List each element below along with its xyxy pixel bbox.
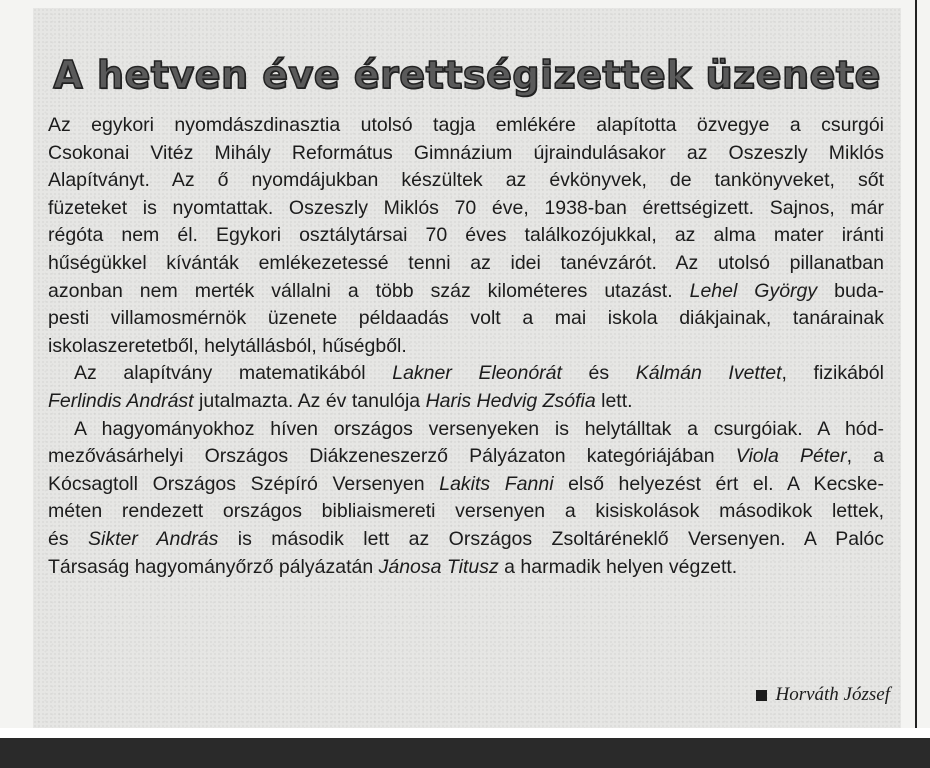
person-name: Lakits Fanni <box>439 472 554 495</box>
text-run: Alapítványt. Az ő nyomdájukban készültek az évkönyvek, de tankönyveket, sőt <box>48 169 884 192</box>
paragraph <box>48 416 884 582</box>
text-run: lett. <box>595 389 633 412</box>
text-line <box>48 112 884 140</box>
person-name: Viola Péter <box>735 445 847 468</box>
person-name: Kálmán Ivettet <box>635 362 782 385</box>
text-run: első helyezést ért el. A Kecske- <box>553 472 884 495</box>
text-run: régóta nem él. Egykori osztálytársai 70 éves találkozójukkal, az alma mater iránti <box>48 224 884 247</box>
text-line <box>48 554 884 582</box>
text-run: Az egykori nyomdászdinasztia utolsó tagja emlékére alapította özvegye a csurgói <box>48 114 884 136</box>
text-run: Az alapítvány matematikából <box>74 362 393 385</box>
person-name: Lehel György <box>689 279 818 302</box>
text-run: is második lett az Országos Zsoltáréneklő Versenyen. A Palóc <box>218 527 884 550</box>
text-run: Kócsagtoll Országos Szépíró Versenyen <box>48 472 440 495</box>
text-line <box>48 222 884 250</box>
text-line <box>48 443 884 471</box>
text-run: A hagyományokhoz híven országos versenyeken is helytálltak a csurgóiak. A hód- <box>74 417 884 440</box>
text-run: méten rendezett országos bibliaismereti versenyen a kisiskolások másodikok lettek, <box>48 500 884 523</box>
text-line <box>48 360 884 388</box>
text-run: jutalmazta. Az év tanulója <box>193 389 426 412</box>
paragraph <box>48 360 884 415</box>
byline-square-icon <box>756 690 767 701</box>
text-line <box>48 333 884 361</box>
text-run: és <box>48 527 89 550</box>
person-name: Ferlindis Andrást <box>48 389 194 412</box>
text-run: és <box>561 362 636 385</box>
person-name: Haris Hedvig Zsófia <box>425 389 596 412</box>
headline: A hetven éve érettségizettek üzenete <box>53 53 881 98</box>
person-name: Sikter András <box>88 527 219 550</box>
byline-author: Horváth József <box>775 684 890 705</box>
text-run: buda- <box>817 279 884 302</box>
text-line <box>48 388 884 416</box>
text-run: hűségükkel kívánták emlékezetessé tenni az idei tanévzárót. Az utolsó pillanatban <box>48 251 884 274</box>
column-rule <box>915 0 917 738</box>
text-run: füzeteket is nyomtattak. Oszeszly Miklós 70 éve, 1938-ban érettségizett. Sajnos, már <box>48 196 884 219</box>
text-line <box>48 278 884 306</box>
article-body <box>48 112 884 581</box>
text-line <box>48 526 884 554</box>
text-run: azonban nem merték vállalni a több száz kilométeres utazást. <box>48 279 690 302</box>
text-line <box>48 250 884 278</box>
person-name: Jánosa Titusz <box>378 555 499 578</box>
text-run: , fizikából <box>781 362 884 385</box>
text-line <box>48 498 884 526</box>
text-line <box>48 305 884 333</box>
text-line <box>48 167 884 195</box>
text-run: pesti villamosmérnök üzenete példaadás volt a mai iskola diákjainak, tanárainak <box>48 307 884 330</box>
text-run: Társaság hagyományőrző pályázatán <box>48 555 379 578</box>
text-line <box>48 471 884 499</box>
text-line <box>48 416 884 444</box>
text-run: iskolaszeretetből, helytállásból, hűségből. <box>48 334 407 357</box>
person-name: Lakner Eleonórát <box>392 362 562 385</box>
text-line <box>48 195 884 223</box>
paragraph <box>48 112 884 360</box>
text-run: , a <box>846 445 884 468</box>
text-run: a harmadik helyen végzett. <box>498 555 738 578</box>
text-line <box>48 140 884 168</box>
text-run: Csokonai Vitéz Mihály Református Gimnázium újraindulásakor az Oszeszly Miklós <box>48 141 884 164</box>
text-run: mezővásárhelyi Országos Diákzeneszerző Pályázaton kategóriájában <box>48 445 736 468</box>
bottom-band <box>0 738 930 768</box>
bottom-margin <box>0 728 930 738</box>
byline <box>756 684 890 706</box>
